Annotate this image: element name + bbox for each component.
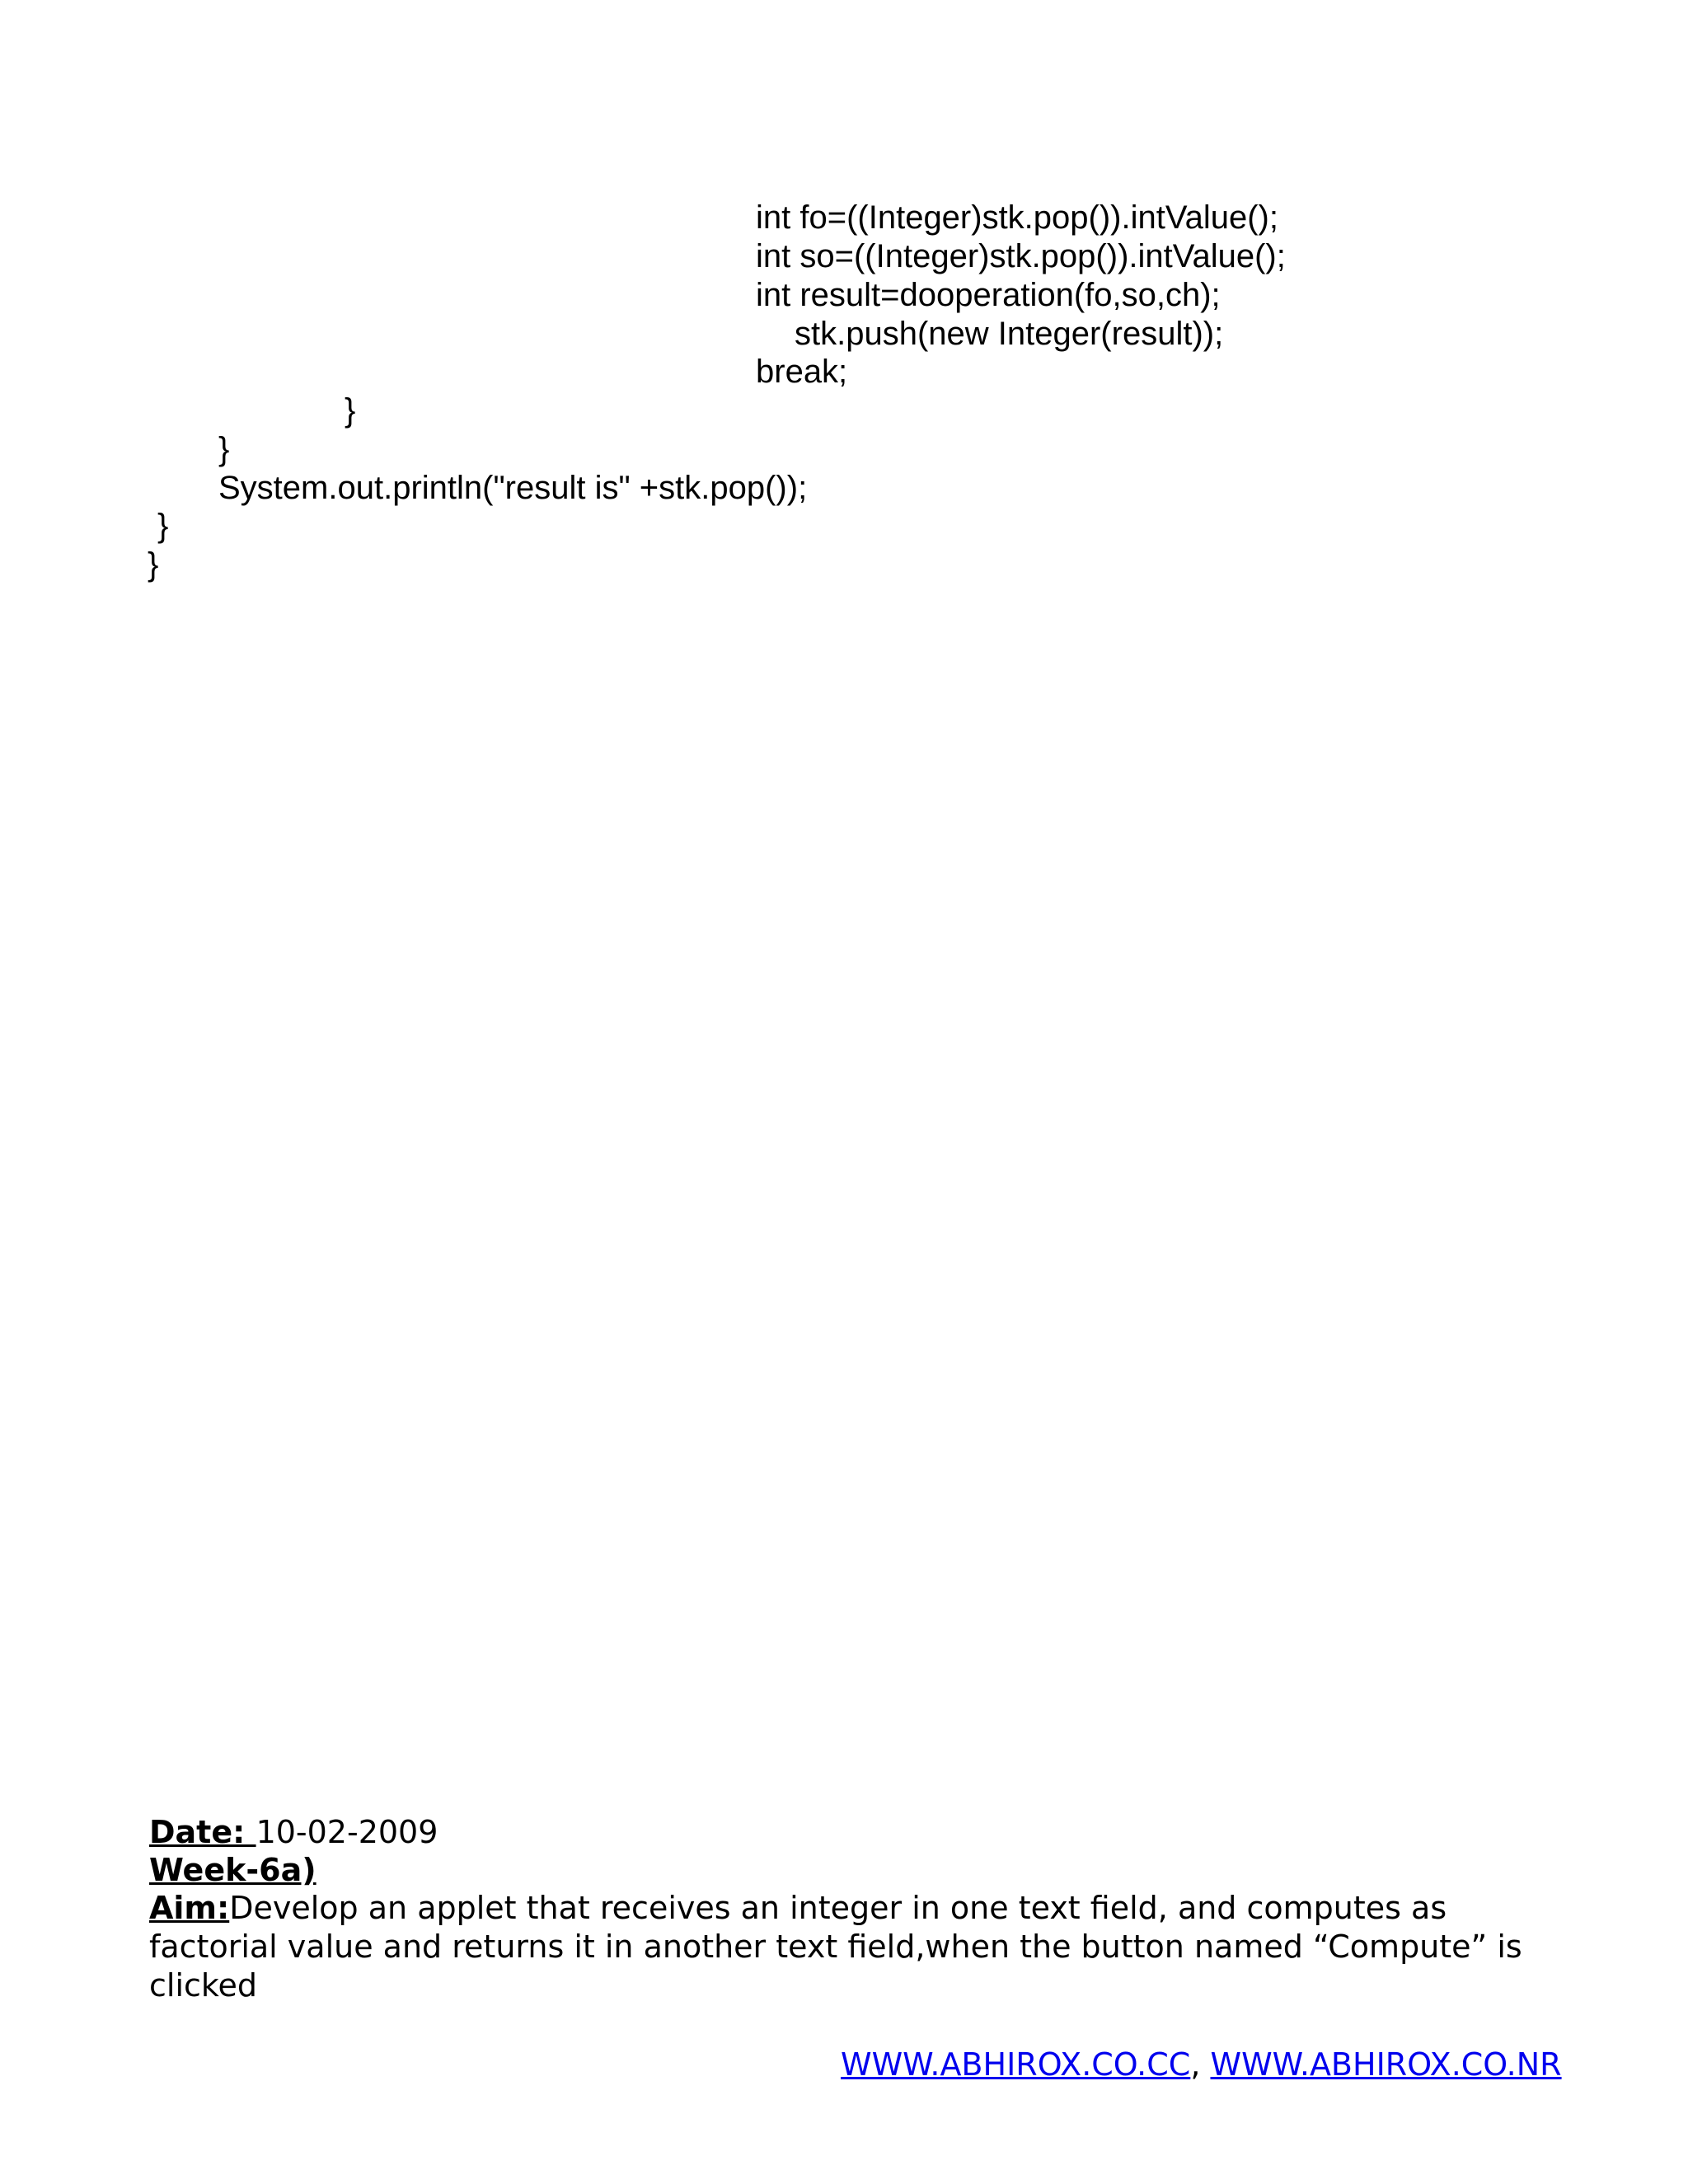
date-label: Date: <box>149 1814 256 1850</box>
footer-separator: , <box>1190 2046 1211 2083</box>
date-value: 10-02-2009 <box>256 1814 438 1850</box>
date-line <box>149 1813 438 1852</box>
code-closing-brace: } <box>218 431 230 467</box>
code-closing-brace: } <box>157 508 169 544</box>
code-line: int result=dooperation(fo,so,ch); <box>756 277 1221 313</box>
aim-text: Develop an applet that receives an integer in one text field, and computes as factorial value and returns it in another text field,when the button named “Compute” is clicked <box>149 1890 1522 2004</box>
aim-paragraph <box>149 1889 1567 2005</box>
footer-links <box>841 2046 1562 2084</box>
aim-label: Aim: <box>149 1890 230 1926</box>
code-line: int so=((Integer)stk.pop()).intValue(); <box>756 238 1286 274</box>
week-label: Week-6a) <box>149 1852 316 1888</box>
code-line: int fo=((Integer)stk.pop()).intValue(); <box>756 199 1278 236</box>
footer-link-cc[interactable]: WWW.ABHIROX.CO.CC <box>841 2046 1191 2083</box>
code-line: break; <box>756 354 848 390</box>
code-closing-brace: } <box>345 392 356 429</box>
week-line <box>149 1851 316 1890</box>
footer-link-nr[interactable]: WWW.ABHIROX.CO.NR <box>1210 2046 1562 2083</box>
code-line: System.out.println("result is" +stk.pop()); <box>218 470 808 506</box>
code-line: stk.push(new Integer(result)); <box>795 316 1224 352</box>
code-closing-brace: } <box>148 546 159 583</box>
